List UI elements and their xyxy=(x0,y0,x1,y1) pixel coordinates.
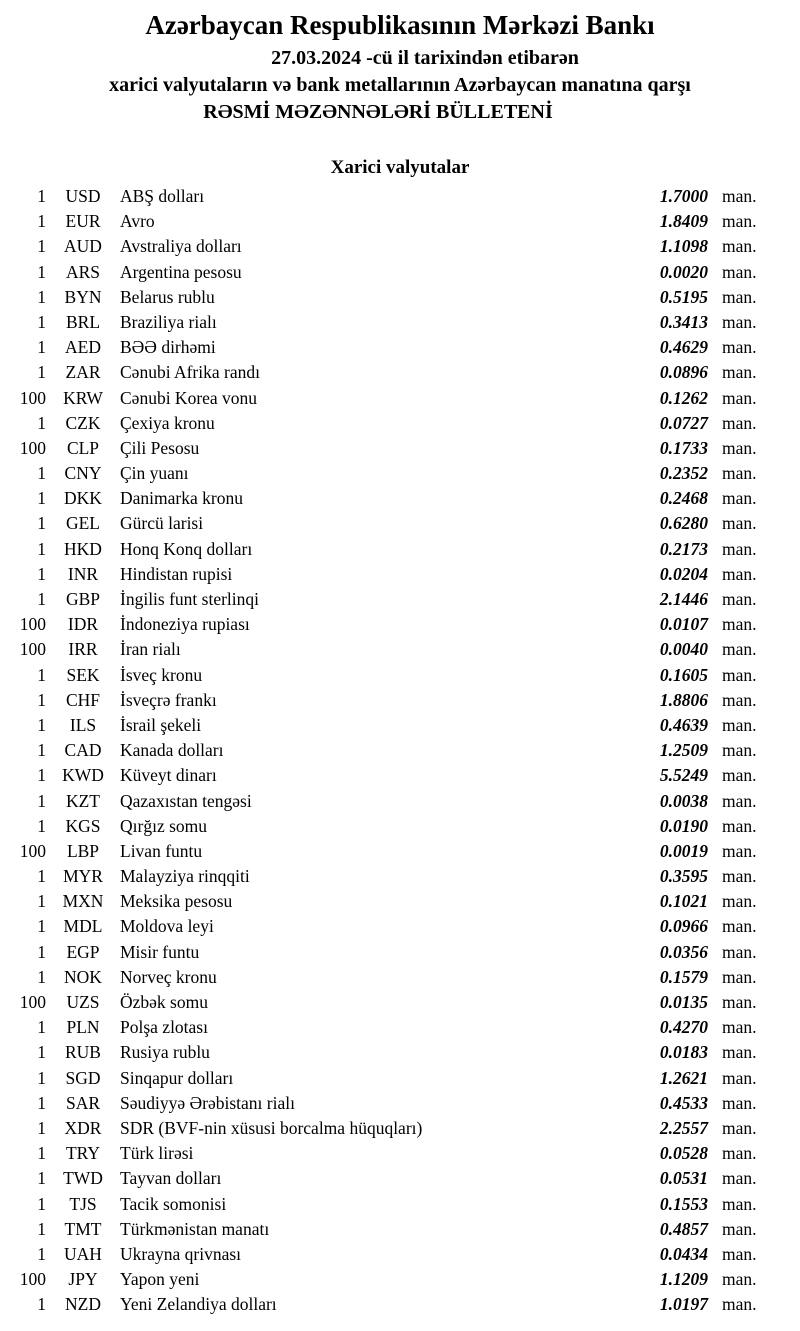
currency-code: GBP xyxy=(65,589,101,609)
currency-code: KWD xyxy=(62,765,104,786)
currency-quantity: 1 xyxy=(37,941,46,962)
currency-unit-label: man. xyxy=(722,387,757,408)
currency-name: Sinqapur dolları xyxy=(120,1067,234,1088)
exchange-rate-value: 0.3413 xyxy=(659,311,708,332)
table-row xyxy=(0,1042,772,1067)
currency-quantity: 1 xyxy=(37,362,46,383)
currency-quantity: 1 xyxy=(37,513,46,534)
currency-unit-label: man. xyxy=(722,463,757,484)
currency-code: CLP xyxy=(66,437,100,458)
currency-quantity: 1 xyxy=(37,1117,46,1138)
currency-quantity: 1 xyxy=(37,236,46,257)
currency-unit-label: man. xyxy=(722,1017,757,1038)
table-row xyxy=(0,639,772,664)
currency-quantity: 100 xyxy=(19,992,46,1012)
currency-code: TWD xyxy=(63,1168,103,1189)
currency-unit-label: man. xyxy=(722,589,757,609)
currency-name: Argentina pesosu xyxy=(120,261,242,282)
currency-name: Türk lirəsi xyxy=(120,1143,194,1164)
currency-name: BƏƏ dirhəmi xyxy=(120,337,216,358)
table-row xyxy=(0,388,772,413)
exchange-rate-value: 1.2509 xyxy=(659,740,708,761)
currency-quantity: 1 xyxy=(37,589,46,609)
currency-code: CHF xyxy=(65,689,101,710)
currency-code: SGD xyxy=(65,1067,101,1088)
currency-name: Polşa zlotası xyxy=(120,1017,208,1038)
document-subtitle: xarici valyutaların və bank metallarının Azərbaycan manatına qarşı xyxy=(109,74,691,96)
table-row xyxy=(0,916,772,941)
currency-name: Tayvan dolları xyxy=(120,1168,222,1189)
currency-code: ZAR xyxy=(65,362,101,383)
table-row xyxy=(0,1017,772,1042)
currency-quantity: 1 xyxy=(37,1042,46,1063)
currency-quantity: 1 xyxy=(37,1243,46,1264)
currency-name: Danimarka kronu xyxy=(120,488,243,509)
currency-code: TRY xyxy=(65,1143,101,1164)
currency-name: Misir funtu xyxy=(120,941,200,962)
exchange-rate-value: 0.1605 xyxy=(659,664,708,685)
table-row xyxy=(0,967,772,992)
exchange-rate-value: 2.2557 xyxy=(659,1117,708,1138)
table-row xyxy=(0,362,772,387)
currency-unit-label: man. xyxy=(722,513,757,534)
currency-quantity: 100 xyxy=(19,387,46,408)
currency-unit-label: man. xyxy=(722,740,757,761)
currency-quantity: 1 xyxy=(37,765,46,786)
currency-code: IRR xyxy=(68,639,98,660)
currency-code: CNY xyxy=(64,463,102,484)
currency-quantity: 1 xyxy=(37,1143,46,1164)
currency-code: INR xyxy=(67,563,99,584)
currency-name: Malayziya rinqqiti xyxy=(120,866,250,887)
currency-unit-label: man. xyxy=(722,1143,757,1164)
table-row xyxy=(0,438,772,463)
currency-code: RUB xyxy=(65,1042,101,1063)
currency-unit-label: man. xyxy=(722,563,757,584)
currency-unit-label: man. xyxy=(722,412,757,433)
currency-name: İsveçrə frankı xyxy=(120,689,217,710)
currency-name: İndoneziya rupiası xyxy=(120,614,250,635)
exchange-rate-value: 0.0107 xyxy=(659,614,708,635)
currency-name: Cənubi Korea vonu xyxy=(120,387,258,408)
currency-quantity: 1 xyxy=(37,311,46,332)
currency-quantity: 1 xyxy=(37,966,46,987)
table-row xyxy=(0,513,772,538)
table-row xyxy=(0,690,772,715)
bulletin-title: RƏSMİ MƏZƏNNƏLƏRİ BÜLLETENİ xyxy=(203,101,553,123)
table-row xyxy=(0,1118,772,1143)
currency-quantity: 1 xyxy=(37,186,46,206)
currency-code: KZT xyxy=(65,790,101,811)
currency-name: Yapon yeni xyxy=(120,1269,200,1290)
table-row xyxy=(0,740,772,765)
currency-code: ILS xyxy=(69,714,97,735)
currency-quantity: 1 xyxy=(37,1092,46,1113)
currency-quantity: 1 xyxy=(37,1067,46,1088)
currency-code: NZD xyxy=(65,1294,101,1315)
currency-code: BYN xyxy=(64,286,102,307)
currency-name: SDR (BVF-nin xüsusi borcalma hüquqları) xyxy=(120,1117,423,1138)
currency-name: ABŞ dolları xyxy=(120,186,205,206)
currency-code: JPY xyxy=(68,1269,98,1290)
currency-unit-label: man. xyxy=(722,1117,757,1138)
currency-quantity: 1 xyxy=(37,211,46,232)
table-row xyxy=(0,1068,772,1093)
currency-code: UZS xyxy=(66,992,100,1012)
currency-unit-label: man. xyxy=(722,362,757,383)
currency-quantity: 1 xyxy=(37,891,46,912)
currency-name: Çili Pesosu xyxy=(120,437,200,458)
currency-unit-label: man. xyxy=(722,664,757,685)
table-row xyxy=(0,1143,772,1168)
currency-quantity: 1 xyxy=(37,286,46,307)
currency-name: Cənubi Afrika randı xyxy=(120,362,260,383)
table-row xyxy=(0,1168,772,1193)
currency-unit-label: man. xyxy=(722,286,757,307)
exchange-rate-value: 1.1209 xyxy=(659,1269,708,1290)
currency-unit-label: man. xyxy=(722,966,757,987)
currency-quantity: 100 xyxy=(19,614,46,635)
currency-code: AUD xyxy=(64,236,102,257)
currency-unit-label: man. xyxy=(722,714,757,735)
table-row xyxy=(0,262,772,287)
exchange-rates-table xyxy=(0,186,800,1319)
currency-quantity: 1 xyxy=(37,412,46,433)
currency-unit-label: man. xyxy=(722,1042,757,1063)
exchange-rate-value: 1.8806 xyxy=(659,689,708,710)
exchange-rate-value: 0.0040 xyxy=(659,639,708,660)
exchange-rate-value: 0.2173 xyxy=(659,538,708,559)
exchange-rate-value: 0.0020 xyxy=(659,261,708,282)
table-row xyxy=(0,236,772,261)
table-row xyxy=(0,841,772,866)
exchange-rate-value: 0.0183 xyxy=(659,1042,708,1063)
exchange-rate-value: 0.0896 xyxy=(659,362,708,383)
currency-unit-label: man. xyxy=(722,1092,757,1113)
currency-code: ARS xyxy=(65,261,101,282)
currency-quantity: 1 xyxy=(37,916,46,937)
currency-code: MYR xyxy=(63,866,103,887)
table-row xyxy=(0,791,772,816)
table-row xyxy=(0,992,772,1017)
exchange-rate-value: 0.1021 xyxy=(659,891,708,912)
exchange-rate-value: 0.0038 xyxy=(659,790,708,811)
currency-code: DKK xyxy=(64,488,102,509)
exchange-rate-value: 0.0019 xyxy=(659,840,708,861)
currency-name: Kanada dolları xyxy=(120,740,224,761)
exchange-rate-value: 0.2468 xyxy=(659,488,708,509)
currency-code: SAR xyxy=(65,1092,101,1113)
exchange-rate-value: 0.1262 xyxy=(659,387,708,408)
table-row xyxy=(0,287,772,312)
document-header xyxy=(0,0,800,126)
currency-unit-label: man. xyxy=(722,311,757,332)
currency-unit-label: man. xyxy=(722,437,757,458)
exchange-rate-value: 1.0197 xyxy=(659,1294,708,1315)
currency-code: EGP xyxy=(66,941,100,962)
currency-name: Səudiyyə Ərəbistanı rialı xyxy=(120,1092,295,1113)
exchange-rate-value: 0.4629 xyxy=(659,337,708,358)
currency-code: USD xyxy=(65,186,101,206)
currency-quantity: 1 xyxy=(37,337,46,358)
exchange-rate-value: 0.0135 xyxy=(659,992,708,1012)
currency-name: Avstraliya dolları xyxy=(120,236,242,257)
currency-name: Çin yuanı xyxy=(120,463,189,484)
currency-quantity: 1 xyxy=(37,866,46,887)
currency-name: Norveç kronu xyxy=(120,966,217,987)
exchange-rate-value: 1.1098 xyxy=(659,236,708,257)
currency-name: Hindistan rupisi xyxy=(120,563,233,584)
table-row xyxy=(0,866,772,891)
currency-unit-label: man. xyxy=(722,765,757,786)
table-row xyxy=(0,1294,772,1319)
currency-name: Küveyt dinarı xyxy=(120,765,217,786)
currency-quantity: 1 xyxy=(37,740,46,761)
currency-unit-label: man. xyxy=(722,840,757,861)
currency-quantity: 100 xyxy=(19,1269,46,1290)
currency-unit-label: man. xyxy=(722,891,757,912)
currency-code: BRL xyxy=(65,311,101,332)
currency-unit-label: man. xyxy=(722,941,757,962)
currency-name: Gürcü larisi xyxy=(120,513,204,534)
currency-unit-label: man. xyxy=(722,790,757,811)
table-row xyxy=(0,665,772,690)
currency-unit-label: man. xyxy=(722,992,757,1012)
exchange-rate-value: 0.0434 xyxy=(659,1243,708,1264)
currency-quantity: 1 xyxy=(37,1193,46,1214)
exchange-rate-value: 1.2621 xyxy=(659,1067,708,1088)
currency-name: Tacik somonisi xyxy=(120,1193,227,1214)
table-row xyxy=(0,186,772,211)
currency-code: HKD xyxy=(64,538,102,559)
currency-unit-label: man. xyxy=(722,916,757,937)
currency-unit-label: man. xyxy=(722,866,757,887)
currency-unit-label: man. xyxy=(722,689,757,710)
bank-title: Azərbaycan Respublikasının Mərkəzi Bankı xyxy=(145,10,655,40)
section-title-foreign-currencies: Xarici valyutalar xyxy=(330,157,470,178)
currency-name: Rusiya rublu xyxy=(120,1042,210,1063)
currency-name: Braziliya rialı xyxy=(120,311,217,332)
currency-code: CZK xyxy=(65,412,101,433)
table-row xyxy=(0,765,772,790)
currency-code: KRW xyxy=(63,387,103,408)
currency-quantity: 1 xyxy=(37,538,46,559)
exchange-rate-value: 0.0190 xyxy=(659,815,708,836)
exchange-rate-value: 0.0531 xyxy=(659,1168,708,1189)
exchange-rate-value: 1.7000 xyxy=(659,186,708,206)
exchange-rate-value: 0.5195 xyxy=(659,286,708,307)
table-row xyxy=(0,413,772,438)
exchange-rate-value: 0.4533 xyxy=(659,1092,708,1113)
currency-code: MDL xyxy=(63,916,103,937)
currency-unit-label: man. xyxy=(722,1218,757,1239)
currency-unit-label: man. xyxy=(722,1168,757,1189)
currency-name: Belarus rublu xyxy=(120,286,215,307)
currency-unit-label: man. xyxy=(722,815,757,836)
table-row xyxy=(0,942,772,967)
table-row xyxy=(0,539,772,564)
currency-name: Moldova leyi xyxy=(120,916,214,937)
currency-name: Qazaxıstan tengəsi xyxy=(120,790,252,811)
currency-quantity: 1 xyxy=(37,714,46,735)
currency-unit-label: man. xyxy=(722,538,757,559)
currency-code: TJS xyxy=(69,1193,97,1214)
exchange-rate-value: 1.8409 xyxy=(659,211,708,232)
currency-unit-label: man. xyxy=(722,186,757,206)
exchange-rate-value: 0.4857 xyxy=(659,1218,708,1239)
table-row xyxy=(0,1244,772,1269)
currency-unit-label: man. xyxy=(722,1067,757,1088)
currency-unit-label: man. xyxy=(722,614,757,635)
currency-name: İngilis funt sterlinqi xyxy=(120,589,260,609)
exchange-rate-value: 0.1733 xyxy=(659,437,708,458)
exchange-rate-value: 0.4639 xyxy=(659,714,708,735)
currency-unit-label: man. xyxy=(722,639,757,660)
currency-quantity: 1 xyxy=(37,815,46,836)
exchange-rate-value: 0.0204 xyxy=(659,563,708,584)
table-row xyxy=(0,1194,772,1219)
currency-unit-label: man. xyxy=(722,1243,757,1264)
currency-name: Meksika pesosu xyxy=(120,891,233,912)
currency-quantity: 100 xyxy=(19,437,46,458)
currency-code: IDR xyxy=(67,614,99,635)
currency-name: Honq Konq dolları xyxy=(120,538,253,559)
currency-code: GEL xyxy=(65,513,101,534)
exchange-rate-value: 0.0356 xyxy=(659,941,708,962)
table-row xyxy=(0,463,772,488)
currency-quantity: 1 xyxy=(37,790,46,811)
currency-name: Türkmənistan manatı xyxy=(120,1218,270,1239)
currency-quantity: 1 xyxy=(37,488,46,509)
currency-name: Livan funtu xyxy=(120,840,203,861)
currency-code: KGS xyxy=(65,815,101,836)
table-row xyxy=(0,1219,772,1244)
table-row xyxy=(0,715,772,740)
exchange-rate-value: 0.3595 xyxy=(659,866,708,887)
currency-name: İsveç kronu xyxy=(120,664,203,685)
currency-unit-label: man. xyxy=(722,1193,757,1214)
effective-date-line: 27.03.2024 -cü il tarixindən etibarən xyxy=(271,47,579,69)
table-row xyxy=(0,1093,772,1118)
currency-unit-label: man. xyxy=(722,211,757,232)
table-row xyxy=(0,891,772,916)
table-row xyxy=(0,816,772,841)
exchange-rate-value: 0.2352 xyxy=(659,463,708,484)
exchange-rate-value: 0.6280 xyxy=(659,513,708,534)
exchange-rate-value: 0.0528 xyxy=(659,1143,708,1164)
exchange-rate-value: 2.1446 xyxy=(659,589,708,609)
table-row xyxy=(0,1269,772,1294)
currency-name: Avro xyxy=(120,211,155,232)
table-row xyxy=(0,337,772,362)
currency-code: MXN xyxy=(62,891,104,912)
currency-quantity: 1 xyxy=(37,1168,46,1189)
exchange-rate-value: 0.0727 xyxy=(659,412,708,433)
currency-quantity: 1 xyxy=(37,1017,46,1038)
currency-name: Özbək somu xyxy=(120,992,208,1012)
currency-unit-label: man. xyxy=(722,261,757,282)
table-row xyxy=(0,614,772,639)
currency-code: AED xyxy=(65,337,101,358)
currency-code: XDR xyxy=(64,1117,102,1138)
currency-name: Yeni Zelandiya dolları xyxy=(120,1294,277,1315)
currency-name: Çexiya kronu xyxy=(120,412,215,433)
currency-quantity: 100 xyxy=(19,840,46,861)
currency-quantity: 1 xyxy=(37,463,46,484)
currency-name: İran rialı xyxy=(120,639,181,660)
table-row xyxy=(0,488,772,513)
currency-name: Ukrayna qrivnası xyxy=(120,1243,242,1264)
currency-name: İsrail şekeli xyxy=(120,714,202,735)
table-row xyxy=(0,564,772,589)
currency-code: SEK xyxy=(66,664,100,685)
exchange-rate-value: 5.5249 xyxy=(659,765,708,786)
currency-quantity: 1 xyxy=(37,563,46,584)
currency-code: PLN xyxy=(66,1017,100,1038)
currency-quantity: 1 xyxy=(37,261,46,282)
currency-quantity: 100 xyxy=(19,639,46,660)
currency-unit-label: man. xyxy=(722,1294,757,1315)
table-row xyxy=(0,589,772,614)
currency-code: NOK xyxy=(64,966,102,987)
table-row xyxy=(0,211,772,236)
currency-unit-label: man. xyxy=(722,236,757,257)
currency-code: CAD xyxy=(64,740,102,761)
currency-quantity: 1 xyxy=(37,664,46,685)
currency-unit-label: man. xyxy=(722,337,757,358)
currency-code: LBP xyxy=(66,840,100,861)
table-row xyxy=(0,312,772,337)
currency-code: EUR xyxy=(65,211,101,232)
exchange-rate-value: 0.4270 xyxy=(659,1017,708,1038)
currency-quantity: 1 xyxy=(37,689,46,710)
currency-code: UAH xyxy=(64,1243,102,1264)
currency-quantity: 1 xyxy=(37,1218,46,1239)
currency-code: TMT xyxy=(64,1218,102,1239)
currency-quantity: 1 xyxy=(37,1294,46,1315)
exchange-rate-value: 0.1579 xyxy=(659,966,708,987)
currency-name: Qırğız somu xyxy=(120,815,208,836)
currency-unit-label: man. xyxy=(722,1269,757,1290)
exchange-rate-value: 0.0966 xyxy=(659,916,708,937)
currency-unit-label: man. xyxy=(722,488,757,509)
exchange-rate-value: 0.1553 xyxy=(659,1193,708,1214)
